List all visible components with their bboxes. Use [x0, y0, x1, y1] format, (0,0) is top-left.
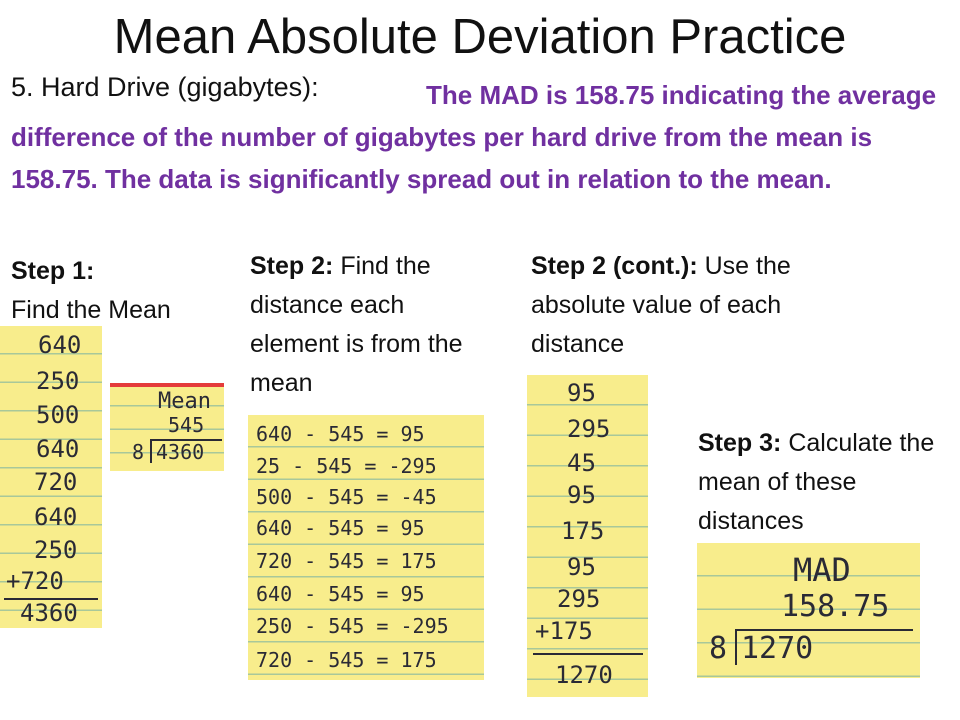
mad-dividend: 1270: [741, 631, 814, 666]
mad-divisor: 8: [709, 631, 728, 666]
distance-row-0: 640 - 545 = 95: [256, 422, 425, 446]
abs-value-1: 295: [567, 415, 611, 443]
distance-row-4: 720 - 545 = 175: [256, 549, 437, 573]
mad-conclusion: [11, 74, 946, 200]
data-value-5: 640: [34, 503, 78, 531]
step2-cont-label: Step 2 (cont.):: [531, 252, 698, 280]
step1-text: Find the Mean: [11, 296, 171, 324]
data-sum: 4360: [20, 599, 78, 627]
mad-label: MAD: [793, 551, 851, 589]
data-value-3: 640: [36, 435, 80, 463]
note-distances: [248, 415, 484, 680]
distance-row-7: 720 - 545 = 175: [256, 648, 437, 672]
step2-text: Find the distance each element is from the mean: [250, 252, 463, 397]
data-value-2: 500: [36, 401, 80, 429]
page-title: Mean Absolute Deviation Practice: [113, 10, 847, 64]
mean-label: Mean: [158, 389, 211, 414]
distance-row-6: 250 - 545 = -295: [256, 614, 449, 638]
abs-value-3: 95: [567, 481, 596, 509]
distance-row-3: 640 - 545 = 95: [256, 516, 425, 540]
step2-label: Step 2:: [250, 252, 334, 280]
abs-value-0: 95: [567, 379, 596, 407]
step2-cont-text: Use the absolute value of each distance: [531, 252, 791, 358]
note-abs-values: [527, 375, 648, 697]
step1-block: [11, 252, 231, 330]
step3-text: Calculate the mean of these distances: [698, 429, 935, 535]
step3-label: Step 3:: [698, 429, 782, 457]
step3-block: [698, 424, 953, 541]
abs-value-5: 95: [567, 553, 596, 581]
mean-dividend: 4360: [156, 440, 205, 464]
data-value-4: 720: [34, 468, 78, 496]
abs-value-2: 45: [567, 449, 596, 477]
abs-value-4: 175: [561, 517, 605, 545]
step2-block: [250, 247, 485, 403]
data-value-0: 640: [38, 331, 82, 359]
distance-row-5: 640 - 545 = 95: [256, 582, 425, 606]
abs-value-7: +175: [535, 617, 593, 645]
data-value-1: 250: [36, 367, 80, 395]
data-value-6: 250: [34, 536, 78, 564]
data-value-7: +720: [6, 567, 64, 595]
mad-conclusion-line1: The MAD is 158.75 indicating the: [426, 80, 831, 110]
distance-row-2: 500 - 545 = -45: [256, 485, 437, 509]
mean-divisor: 8: [132, 440, 145, 464]
step2-cont-block: [531, 247, 831, 364]
abs-value-6: 295: [557, 585, 601, 613]
mean-quotient: 545: [168, 413, 205, 437]
distance-row-1: 25 - 545 = -295: [256, 454, 437, 478]
step1-label: Step 1:: [11, 257, 95, 285]
mad-conclusion-rest: average difference of the number of gigabytes per hard drive from the mean is 158.75. The data is significantly spread out in relation to the mean.: [11, 80, 937, 194]
problem-heading: 5. Hard Drive (gigabytes):: [11, 72, 319, 102]
mad-quotient: 158.75: [781, 589, 890, 624]
abs-sum: 1270: [555, 661, 613, 689]
note-mean-calc: [110, 383, 224, 471]
note-mad-calc: [697, 543, 920, 678]
note-data-values: [0, 326, 102, 628]
